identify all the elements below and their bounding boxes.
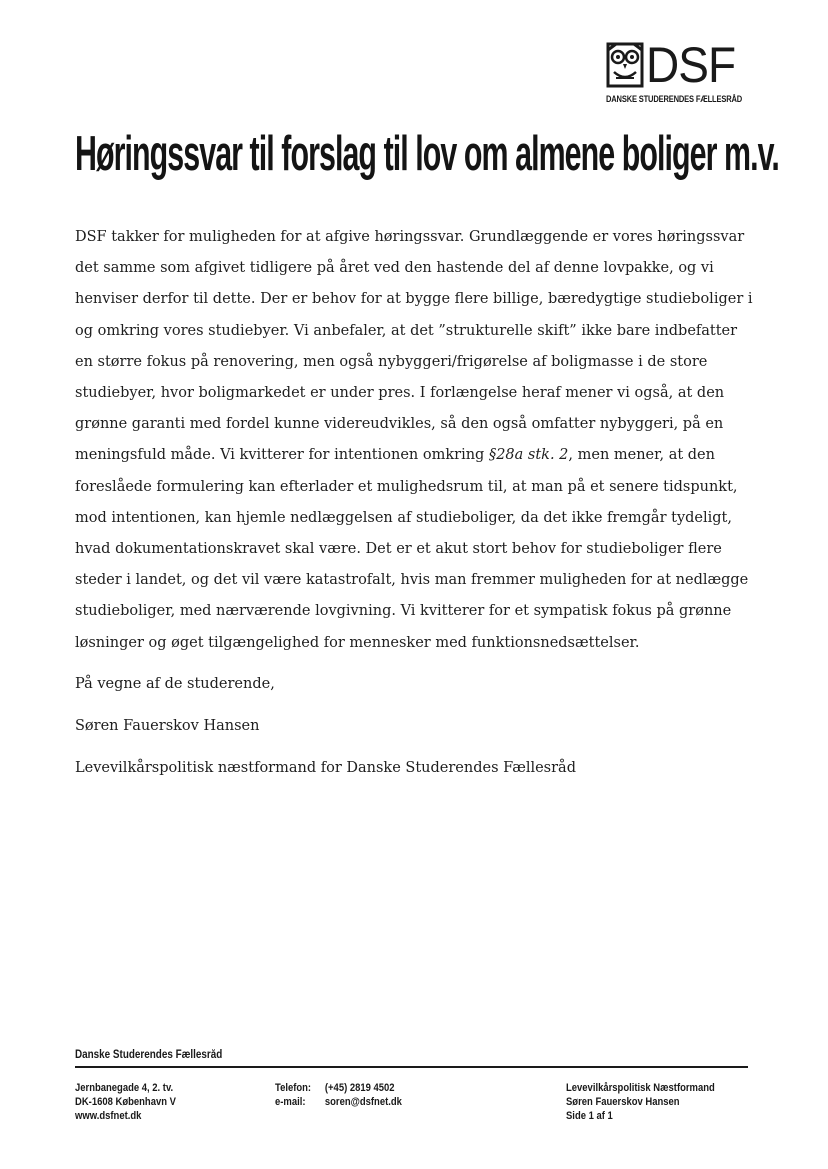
footer-contact xyxy=(275,1081,402,1109)
body-text-part-1: DSF takker for muligheden for at afgive høringssvar. Grundlæggende er vores høringssvar det samme som afgivet tidligere på året ved den hastende del af denne lovpakke, og vi henviser derfor til dette. Der er behov for at bygge flere billige, bæredygtige studieboliger i og omkring vores studiebyer. Vi anbefaler, at det ”strukturelle skift” ikke bare indbefatter en større fokus på renovering, men også nybyggeri/frigørelse af boligmasse i de store studiebyer, hvor boligmarkedet er under pres. I forlængelse heraf mener vi også, at den grønne garanti med fordel kunne videreudvikles, så den også omfatter nybyggeri, på en meningsfuld måde. Vi kvitterer for intentionen omkring xyxy=(75,229,753,464)
phone-number[interactable]: (+45) 2819 4502 xyxy=(324,1082,395,1094)
page-title: Høringssvar til forslag til lov om almene boliger m.v. xyxy=(75,127,779,181)
footer-org-name: Danske Studerendes Fællesråd xyxy=(75,1049,223,1061)
logo-letters: DSF xyxy=(646,37,736,93)
logo-subtitle: DANSKE STUDERENDES FÆLLESRÅD xyxy=(606,94,743,104)
footer-website[interactable]: www.dsfnet.dk xyxy=(75,1110,142,1122)
owl-icon xyxy=(606,42,644,88)
page-number: Side 1 af 1 xyxy=(566,1110,613,1122)
dsf-logo xyxy=(606,37,748,108)
body-paragraph xyxy=(75,222,753,659)
footer-signer-title: Levevilkårspolitisk Næstformand xyxy=(566,1082,715,1094)
footer-city: DK-1608 København V xyxy=(75,1096,176,1108)
footer-signer xyxy=(566,1081,715,1123)
signer-name: Søren Fauerskov Hansen xyxy=(75,718,260,734)
signer-role: Levevilkårspolitisk næstformand for Danske Studerendes Fællesråd xyxy=(75,760,576,776)
section-reference: §28a stk. 2 xyxy=(488,447,569,464)
footer-address xyxy=(75,1081,176,1123)
footer-divider xyxy=(75,1066,748,1068)
email-address[interactable]: soren@dsfnet.dk xyxy=(324,1096,402,1108)
email-label: e-mail: xyxy=(275,1096,306,1108)
body-text-part-2: , men mener, at den foreslåede formulering kan efterlader et mulighedsrum til, at man på et senere tidspunkt, mod intentionen, kan hjemle nedlæggelsen af studieboliger, da det ikke fremgår tydeligt, hvad dokumentationskravet skal være. Det er et akut stort behov for studieboliger flere steder i landet, og det vil være katastrofalt, hvis man fremmer muligheden for at nedlægge studieboliger, med nærværende lovgivning. Vi kvitterer for et sympatisk fokus på grønne løsninger og øget tilgængelighed for mennesker med funktionsnedsættelser. xyxy=(75,447,749,651)
footer-street: Jernbanegade 4, 2. tv. xyxy=(75,1082,174,1094)
closing-line: På vegne af de studerende, xyxy=(75,676,275,692)
footer-signer-name: Søren Fauerskov Hansen xyxy=(566,1096,680,1108)
phone-label: Telefon: xyxy=(275,1082,312,1094)
